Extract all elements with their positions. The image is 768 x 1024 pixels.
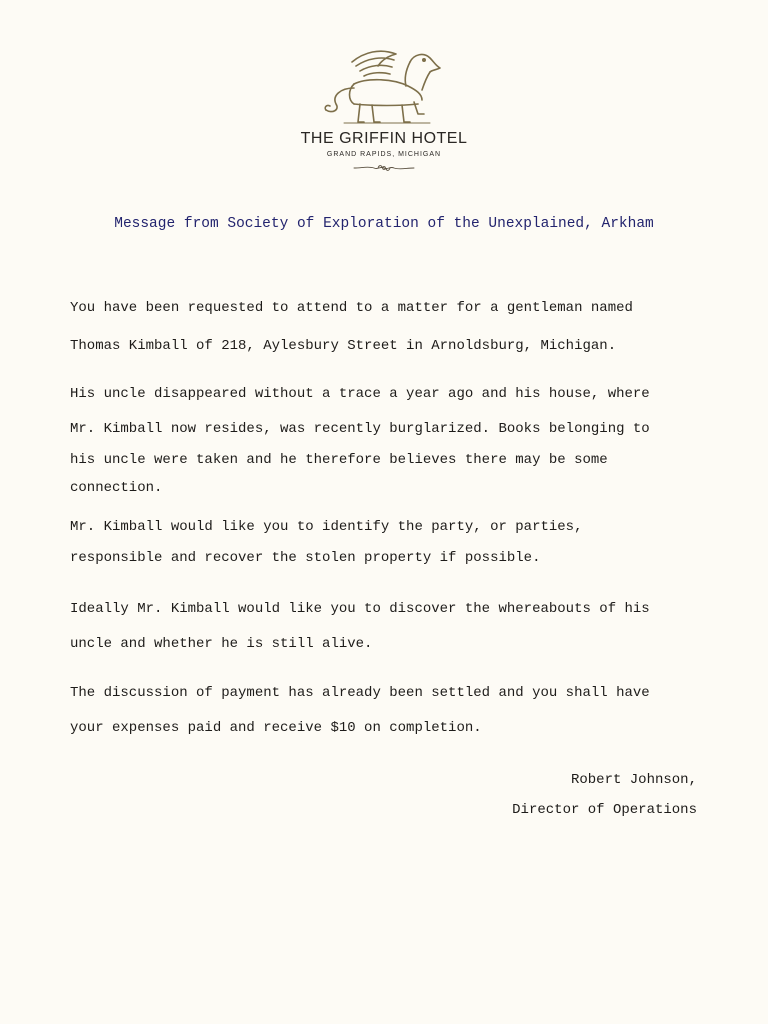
- body-line: Ideally Mr. Kimball would like you to discover the whereabouts of his: [70, 601, 650, 617]
- flourish-ornament-icon: [352, 163, 416, 173]
- letterhead: [0, 44, 768, 173]
- signature-name: Robert Johnson,: [570, 772, 697, 788]
- body-line: Thomas Kimball of 218, Aylesbury Street in Arnoldsburg, Michigan.: [70, 338, 617, 354]
- body-line: You have been requested to attend to a matter for a gentleman named: [70, 300, 633, 316]
- body-line: The discussion of payment has already been settled and you shall have: [70, 685, 650, 701]
- body-line: responsible and recover the stolen property if possible.: [70, 550, 541, 566]
- body-line: his uncle were taken and he therefore believes there may be some: [70, 452, 608, 468]
- body-line: Mr. Kimball now resides, was recently burglarized. Books belonging to: [70, 421, 650, 437]
- subject-line: Message from Society of Exploration of the Unexplained, Arkham: [114, 216, 654, 232]
- body-line: uncle and whether he is still alive.: [70, 636, 373, 652]
- hotel-name: THE GRIFFIN HOTEL: [300, 130, 468, 147]
- body-line: connection.: [70, 480, 163, 496]
- body-line: Mr. Kimball would like you to identify the party, or parties,: [70, 519, 583, 535]
- signature-title: Director of Operations: [512, 802, 697, 818]
- griffin-icon: [314, 44, 454, 128]
- body-line: His uncle disappeared without a trace a year ago and his house, where: [70, 386, 650, 402]
- body-line: your expenses paid and receive $10 on completion.: [70, 720, 482, 736]
- hotel-location: GRAND RAPIDS, MICHIGAN: [326, 151, 442, 158]
